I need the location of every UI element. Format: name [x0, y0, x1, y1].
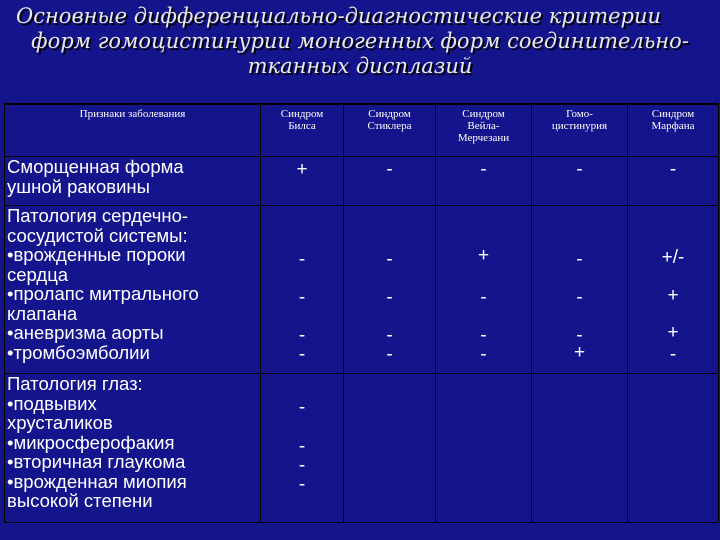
- cell-homo-ear: -: [532, 157, 628, 206]
- cell-stickler-eyes: [344, 374, 436, 523]
- title-line-3: тканных дисплазий: [247, 54, 473, 78]
- cell-marfan-ear: -: [628, 157, 719, 206]
- cell-bils-cardio: - - - -: [261, 206, 344, 374]
- header-marfan: Синдром Марфана: [628, 104, 719, 157]
- header-weill-marchesani: Синдром Вейла- Мерчезани: [436, 104, 532, 157]
- cell-marfan-eyes: [628, 374, 719, 523]
- title-line-2: форм гомоцистинурии моногенных форм соединительно-: [31, 29, 689, 53]
- cell-weill-ear: -: [436, 157, 532, 206]
- cell-weill-eyes: [436, 374, 532, 523]
- cell-marfan-cardio: +/- + + -: [628, 206, 719, 374]
- slide-title: [0, 4, 720, 79]
- cell-stickler-ear: -: [344, 157, 436, 206]
- table-header-row: [5, 104, 719, 157]
- row-label-ear: Сморщенная форма ушной раковины: [5, 157, 261, 206]
- row-label-cardio: Патология сердечно- сосудистой системы: •врожденные пороки сердца •пролапс митрального клапана •аневризма аорты •тромбоэмболии: [5, 206, 261, 374]
- cell-homo-cardio: - - - +: [532, 206, 628, 374]
- header-homocystinuria: Гомо- цистинурия: [532, 104, 628, 157]
- title-line-1: Основные дифференциально-диагностические критерии: [16, 4, 662, 28]
- header-bils: Синдром Билса: [261, 104, 344, 157]
- cell-stickler-cardio: - - - -: [344, 206, 436, 374]
- cell-homo-eyes: [532, 374, 628, 523]
- header-signs: Признаки заболевания: [5, 104, 261, 157]
- table-row: [5, 206, 719, 374]
- cell-bils-ear: +: [261, 157, 344, 206]
- table-row: [5, 157, 719, 206]
- cell-bils-eyes: - - - -: [261, 374, 344, 523]
- row-label-eyes: Патология глаз: •подвывих хрусталиков •микросферофакия •вторичная глаукома •врожденная миопия высокой степени: [5, 374, 261, 523]
- header-stickler: Синдром Стиклера: [344, 104, 436, 157]
- table-row: [5, 374, 719, 523]
- criteria-table: [4, 103, 719, 523]
- cell-weill-cardio: + - - -: [436, 206, 532, 374]
